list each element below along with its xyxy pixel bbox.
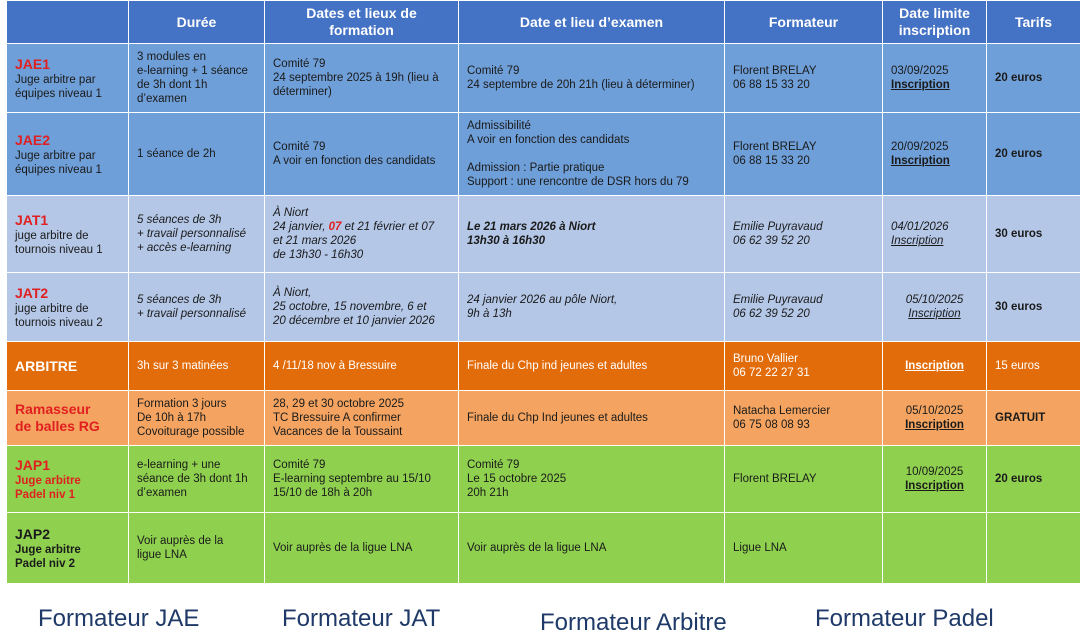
limite-date: 10/09/2025	[891, 465, 978, 479]
dates-cell: Voir auprès de la ligue LNA	[265, 513, 459, 584]
formation-cell	[7, 513, 129, 584]
formation-subtitle: juge arbitre de tournois niveau 2	[15, 302, 120, 330]
formations-table	[6, 0, 1080, 584]
limite-cell	[883, 44, 987, 113]
limite-cell	[883, 113, 987, 196]
formateur-cell: Ligue LNA	[725, 513, 883, 584]
duree-cell: 1 séance de 2h	[129, 113, 265, 196]
formateur-cell: Emilie Puyravaud 06 62 39 52 20	[725, 273, 883, 342]
limite-date: 05/10/2025	[891, 404, 978, 418]
header-examen: Date et lieu d’examen	[459, 1, 725, 44]
dates-cell	[265, 196, 459, 273]
formateur-cell: Bruno Vallier 06 72 22 27 31	[725, 342, 883, 391]
limite-date: 05/10/2025	[891, 293, 978, 307]
formation-subtitle: juge arbitre de tournois niveau 1	[15, 229, 120, 257]
inscription-link[interactable]: Inscription	[891, 359, 978, 373]
limite-date: 04/01/2026	[891, 220, 978, 234]
footer-formateur-padel: Formateur Padel	[815, 605, 994, 633]
table-row-jat2	[7, 273, 1080, 342]
table-row-jap2	[7, 513, 1080, 584]
inscription-link[interactable]: Inscription	[891, 78, 978, 92]
formation-cell	[7, 273, 129, 342]
tarif-cell: 15 euros	[987, 342, 1080, 391]
formation-subtitle: Juge arbitre par équipes niveau 1	[15, 149, 120, 177]
formation-name: JAP2	[15, 526, 120, 543]
duree-cell: 3h sur 3 matinées	[129, 342, 265, 391]
tarif-cell	[987, 513, 1080, 584]
examen-cell: Admissibilité A voir en fonction des candidats Admission : Partie pratique Support : une rencontre de DSR hors du 79	[459, 113, 725, 196]
dates-text-highlight: 07	[329, 221, 342, 233]
dates-text-a: À Niort 24 janvier,	[273, 207, 329, 233]
limite-cell	[883, 273, 987, 342]
header-blank	[7, 1, 129, 44]
dates-cell: 28, 29 et 30 octobre 2025 TC Bressuire A confirmer Vacances de la Toussaint	[265, 391, 459, 446]
formation-name: JAP1	[15, 457, 120, 474]
duree-cell: 5 séances de 3h + travail personnalisé	[129, 273, 265, 342]
tarif-cell: GRATUIT	[987, 391, 1080, 446]
footer-formateur-jat: Formateur JAT	[282, 605, 440, 633]
dates-cell: 4 /11/18 nov à Bressuire	[265, 342, 459, 391]
examen-cell: Comité 79 Le 15 octobre 2025 20h 21h	[459, 446, 725, 513]
limite-cell	[883, 391, 987, 446]
limite-cell	[883, 342, 987, 391]
footer-formateur-jae: Formateur JAE	[38, 605, 199, 633]
formation-cell	[7, 113, 129, 196]
dates-cell: Comité 79 A voir en fonction des candidats	[265, 113, 459, 196]
table-row-jat1	[7, 196, 1080, 273]
examen-cell: Finale du Chp ind jeunes et adultes	[459, 342, 725, 391]
formation-name: JAE2	[15, 132, 120, 149]
duree-cell: 3 modules en e-learning + 1 séance de 3h dont 1h d’examen	[129, 44, 265, 113]
formation-cell	[7, 44, 129, 113]
header-duree: Durée	[129, 1, 265, 44]
header-row	[7, 1, 1080, 44]
footer-formateur-arbitre: Formateur Arbitre	[540, 609, 727, 637]
dates-cell: Comité 79 E-learning septembre au 15/10 15/10 de 18h à 20h	[265, 446, 459, 513]
duree-cell: 5 séances de 3h + travail personnalisé + accès e-learning	[129, 196, 265, 273]
formateur-cell: Natacha Lemercier 06 75 08 08 93	[725, 391, 883, 446]
formation-cell	[7, 446, 129, 513]
examen-cell: Voir auprès de la ligue LNA	[459, 513, 725, 584]
formation-subtitle: Juge arbitre par équipes niveau 1	[15, 73, 120, 101]
table-row-jae1	[7, 44, 1080, 113]
examen-cell: Finale du Chp Ind jeunes et adultes	[459, 391, 725, 446]
formateur-cell: Florent BRELAY	[725, 446, 883, 513]
footer-formateurs	[0, 603, 1080, 630]
limite-cell	[883, 513, 987, 584]
inscription-link[interactable]: Inscription	[891, 154, 978, 168]
tarif-cell: 20 euros	[987, 44, 1080, 113]
tarif-cell: 20 euros	[987, 113, 1080, 196]
formateur-cell: Florent BRELAY 06 88 15 33 20	[725, 44, 883, 113]
limite-cell	[883, 196, 987, 273]
header-dates-formation: Dates et lieux de formation	[265, 1, 459, 44]
table-row-ramasseur	[7, 391, 1080, 446]
table-row-jap1	[7, 446, 1080, 513]
limite-cell	[883, 446, 987, 513]
inscription-link[interactable]: Inscription	[891, 234, 978, 248]
tarif-cell: 20 euros	[987, 446, 1080, 513]
formation-name: Ramasseur de balles RG	[15, 401, 120, 435]
formation-name: JAT1	[15, 212, 120, 229]
limite-date: 20/09/2025	[891, 140, 978, 154]
formation-cell	[7, 391, 129, 446]
formation-name: JAE1	[15, 56, 120, 73]
tarif-cell: 30 euros	[987, 273, 1080, 342]
header-formateur: Formateur	[725, 1, 883, 44]
header-date-limite: Date limite inscription	[883, 1, 987, 44]
formation-subtitle: Juge arbitre Padel niv 2	[15, 543, 120, 571]
formateur-cell: Florent BRELAY 06 88 15 33 20	[725, 113, 883, 196]
inscription-link[interactable]: Inscription	[891, 307, 978, 321]
formation-cell	[7, 342, 129, 391]
examen-cell: Comité 79 24 septembre de 20h 21h (lieu à déterminer)	[459, 44, 725, 113]
table-row-jae2	[7, 113, 1080, 196]
duree-cell: Voir auprès de la ligue LNA	[129, 513, 265, 584]
formation-name: ARBITRE	[15, 358, 120, 375]
dates-cell: Comité 79 24 septembre 2025 à 19h (lieu à déterminer)	[265, 44, 459, 113]
examen-cell: Le 21 mars 2026 à Niort 13h30 à 16h30	[459, 196, 725, 273]
inscription-link[interactable]: Inscription	[891, 418, 978, 432]
table-row-arbitre	[7, 342, 1080, 391]
formateur-cell: Emilie Puyravaud 06 62 39 52 20	[725, 196, 883, 273]
inscription-link[interactable]: Inscription	[891, 479, 978, 493]
duree-cell: e-learning + une séance de 3h dont 1h d’examen	[129, 446, 265, 513]
formation-cell	[7, 196, 129, 273]
formation-name: JAT2	[15, 285, 120, 302]
dates-text-b: et 21 février et 07 et 21 mars 2026 de 13h30 - 16h30	[273, 221, 434, 261]
formation-subtitle: Juge arbitre Padel niv 1	[15, 474, 120, 502]
examen-cell: 24 janvier 2026 au pôle Niort, 9h à 13h	[459, 273, 725, 342]
tarif-cell: 30 euros	[987, 196, 1080, 273]
dates-cell: À Niort, 25 octobre, 15 novembre, 6 et 20 décembre et 10 janvier 2026	[265, 273, 459, 342]
header-tarifs: Tarifs	[987, 1, 1080, 44]
limite-date: 03/09/2025	[891, 64, 978, 78]
duree-cell: Formation 3 jours De 10h à 17h Covoiturage possible	[129, 391, 265, 446]
